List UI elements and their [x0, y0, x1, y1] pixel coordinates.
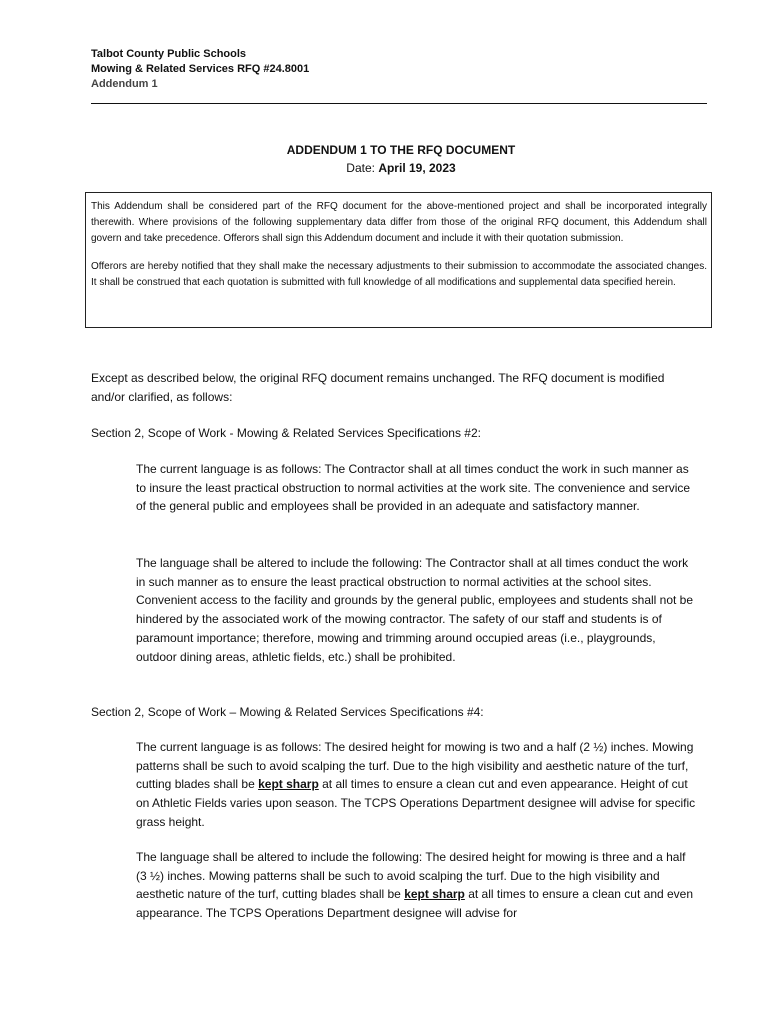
- spec-4-current-emphasis: kept sharp: [258, 777, 319, 792]
- section-2-spec-4-altered: [136, 848, 696, 923]
- spec-4-altered-text-a: The language shall be altered to include the following: The desired height for mowing is three and a half (3 ½) inches. Mowing patterns shall be such to avoid scalping the turf. Due to the high visibility and aesthetic nature of the turf, cutting blades shall be: [136, 850, 686, 902]
- date-label: Date:: [346, 161, 375, 175]
- notice-paragraph-2: Offerors are hereby notified that they shall make the necessary adjustments to their submission to accommodate the associated changes. It shall be construed that each quotation is submitted with full knowledge of all modifications and supplemental data specified herein.: [91, 260, 707, 288]
- header-addendum: Addendum 1: [91, 78, 158, 90]
- spec-4-current-text-a: The current language is as follows: The desired height for mowing is two and a half (2 ½) inches. Mowing patterns shall be such to avoid scalping the turf. Due to the high visibility and aesthetic nature of the turf, cutting blades shall be: [136, 740, 694, 792]
- header-organization: Talbot County Public Schools: [91, 48, 247, 60]
- header-divider: [91, 103, 707, 104]
- header-rfq: Mowing & Related Services RFQ #24.8001: [91, 63, 310, 75]
- section-2-spec-2-heading: Section 2, Scope of Work - Mowing & Related Services Specifications #2:: [91, 426, 481, 440]
- section-2-spec-2-altered: The language shall be altered to include the following: The Contractor shall at all times conduct the work in such manner as to ensure the least practical obstruction to normal activities at the school sites. Convenient access to the facility and grounds by the general public, employees and students shall not be hindered by the associated work of the mowing contractor. The safety of our staff and students is of paramount importance; therefore, mowing and trimming around occupied areas (i.e., playgrounds, outdoor dining areas, athletic fields, etc.) shall be prohibited.: [136, 556, 694, 664]
- page-header: [91, 47, 309, 92]
- document-date: [91, 161, 711, 175]
- notice-paragraph-1: This Addendum shall be considered part of the RFQ document for the above-mentioned project and shall be incorporated integrally therewith. Where provisions of the following supplementary data differ from those of the original RFQ document, this Addendum shall govern and take precedence. Offerors shall sign this Addendum document and include it with their quotation submission.: [91, 201, 707, 245]
- notice-box: [85, 192, 712, 328]
- intro-paragraph: Except as described below, the original RFQ document remains unchanged. The RFQ document is modified and/or clarified, as follows:: [91, 371, 665, 404]
- spec-4-altered-emphasis: kept sharp: [404, 887, 465, 902]
- spec-4-current-text-b: at all times to ensure a clean cut and even appearance. Height of cut on Athletic Fields varies upon season. The TCPS Operations Department designee will advise for specific grass height.: [136, 777, 696, 829]
- section-2-spec-4-current: [136, 738, 696, 832]
- section-2-spec-2-current: The current language is as follows: The Contractor shall at all times conduct the work in such manner as to insure the least practical obstruction to normal activities at the work site. The convenience and service of the general public and employees shall be provided in an adequate and satisfactory manner.: [136, 462, 691, 514]
- section-2-spec-4-heading: Section 2, Scope of Work – Mowing & Related Services Specifications #4:: [91, 705, 484, 719]
- spec-4-altered-text-b: at all times to ensure a clean cut and even appearance. The TCPS Operations Department designee will advise for: [136, 887, 694, 921]
- date-value: April 19, 2023: [378, 161, 456, 175]
- document-title: ADDENDUM 1 TO THE RFQ DOCUMENT: [286, 143, 516, 157]
